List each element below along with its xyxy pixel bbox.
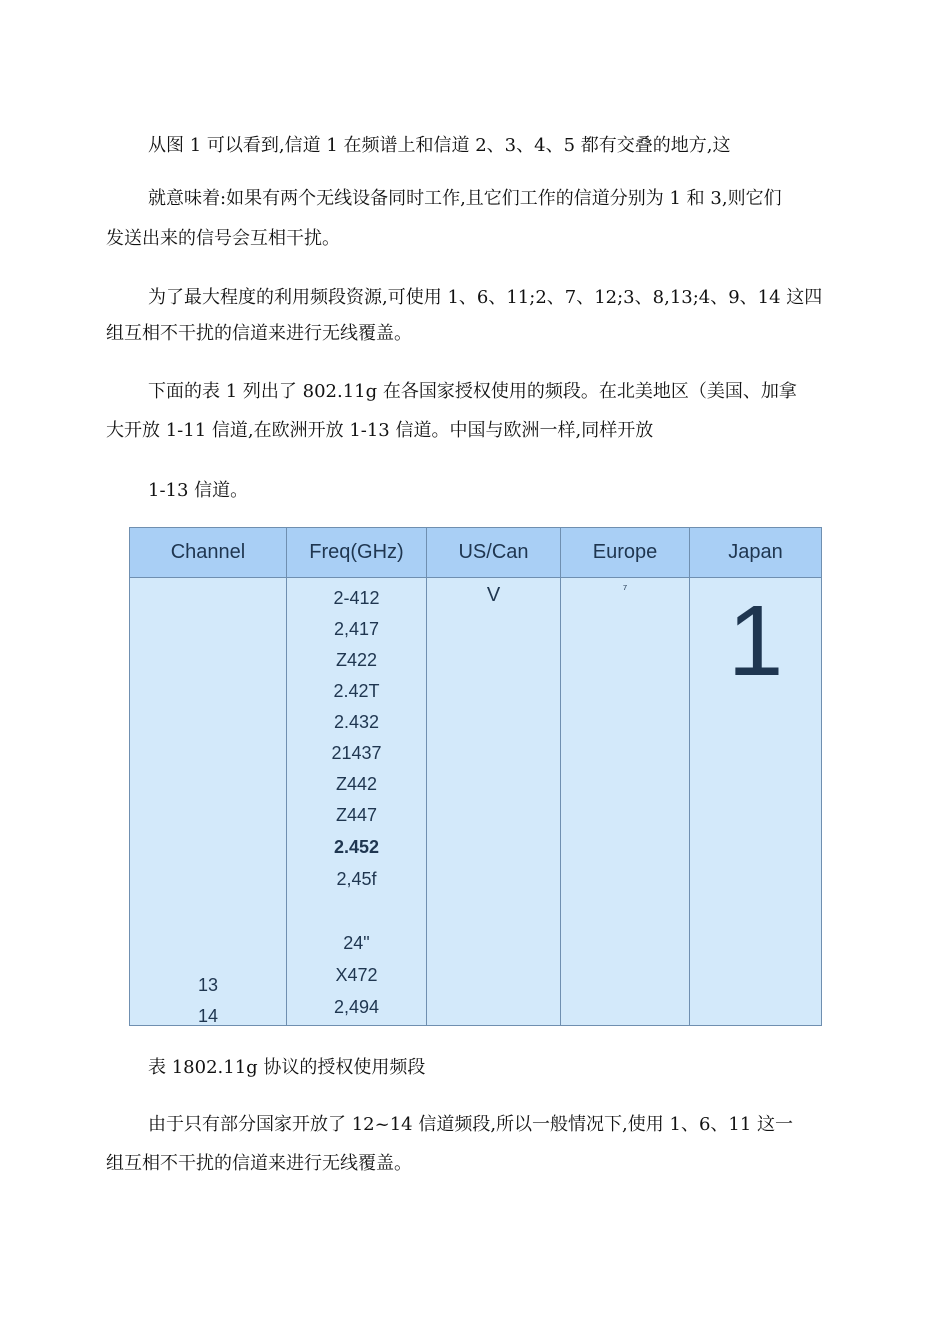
freq-value: 2,45f [336, 869, 377, 889]
header-freq: Freq(GHz) [287, 528, 427, 578]
freq-value: Z447 [335, 805, 378, 825]
paragraph-2-line-2: 发送出来的信号会互相干扰。 [106, 228, 340, 249]
japan-mark: 1 [727, 585, 784, 697]
uscan-mark: V [486, 584, 501, 606]
table-header-row [130, 528, 822, 578]
frequency-table [129, 527, 822, 1026]
freq-value: 2,417 [333, 619, 380, 639]
europe-cell [561, 578, 690, 1026]
paragraph-3-line-1: 为了最大程度的利用频段资源,可使用 1、6、11;2、7、12;3、8,13;4、9、14 这四 [148, 287, 823, 308]
paragraph-2-line-1: 就意味着:如果有两个无线设备同时工作,且它们工作的信道分别为 1 和 3,则它们 [148, 188, 782, 209]
freq-value: 2,494 [333, 997, 380, 1017]
paragraph-6-line-2: 组互相不干扰的信道来进行无线覆盖。 [106, 1153, 412, 1174]
header-japan: Japan [690, 528, 822, 578]
freq-value: Z422 [335, 650, 378, 670]
paragraph-6-line-1: 由于只有部分国家开放了 12~14 信道频段,所以一般情况下,使用 1、6、11 这一 [148, 1114, 794, 1135]
paragraph-3-line-2: 组互相不干扰的信道来进行无线覆盖。 [106, 323, 412, 344]
uscan-cell [427, 578, 561, 1026]
channel-cell [130, 578, 287, 1026]
freq-value: 24" [343, 933, 370, 953]
freq-value: 2-412 [333, 588, 380, 608]
paragraph-4-line-1: 下面的表 1 列出了 802.11g 在各国家授权使用的频段。在北美地区（美国、加拿 [148, 381, 797, 402]
freq-value: 2.432 [333, 712, 380, 732]
freq-value: 2.42T [333, 681, 380, 701]
channel-value: 14 [197, 1006, 219, 1026]
japan-cell [690, 578, 822, 1026]
channel-value: 13 [197, 975, 219, 995]
freq-value: Z442 [335, 774, 378, 794]
freq-value: 21437 [331, 743, 382, 763]
paragraph-5-line-1: 1-13 信道。 [148, 480, 249, 501]
header-europe: Europe [561, 528, 690, 578]
paragraph-1-line-1: 从图 1 可以看到,信道 1 在频谱上和信道 2、3、4、5 都有交叠的地方,这 [148, 135, 731, 156]
paragraph-4-line-2: 大开放 1-11 信道,在欧洲开放 1-13 信道。中国与欧洲一样,同样开放 [106, 420, 654, 441]
europe-mark: ⁷ [622, 582, 628, 596]
header-channel: Channel [130, 528, 287, 578]
header-uscan: US/Can [427, 528, 561, 578]
freq-cell [287, 578, 427, 1026]
table-body-row [130, 578, 822, 1026]
freq-value: 2.452 [333, 837, 380, 857]
table-caption: 表 1802.11g 协议的授权使用频段 [148, 1057, 426, 1078]
freq-value: X472 [335, 965, 378, 985]
